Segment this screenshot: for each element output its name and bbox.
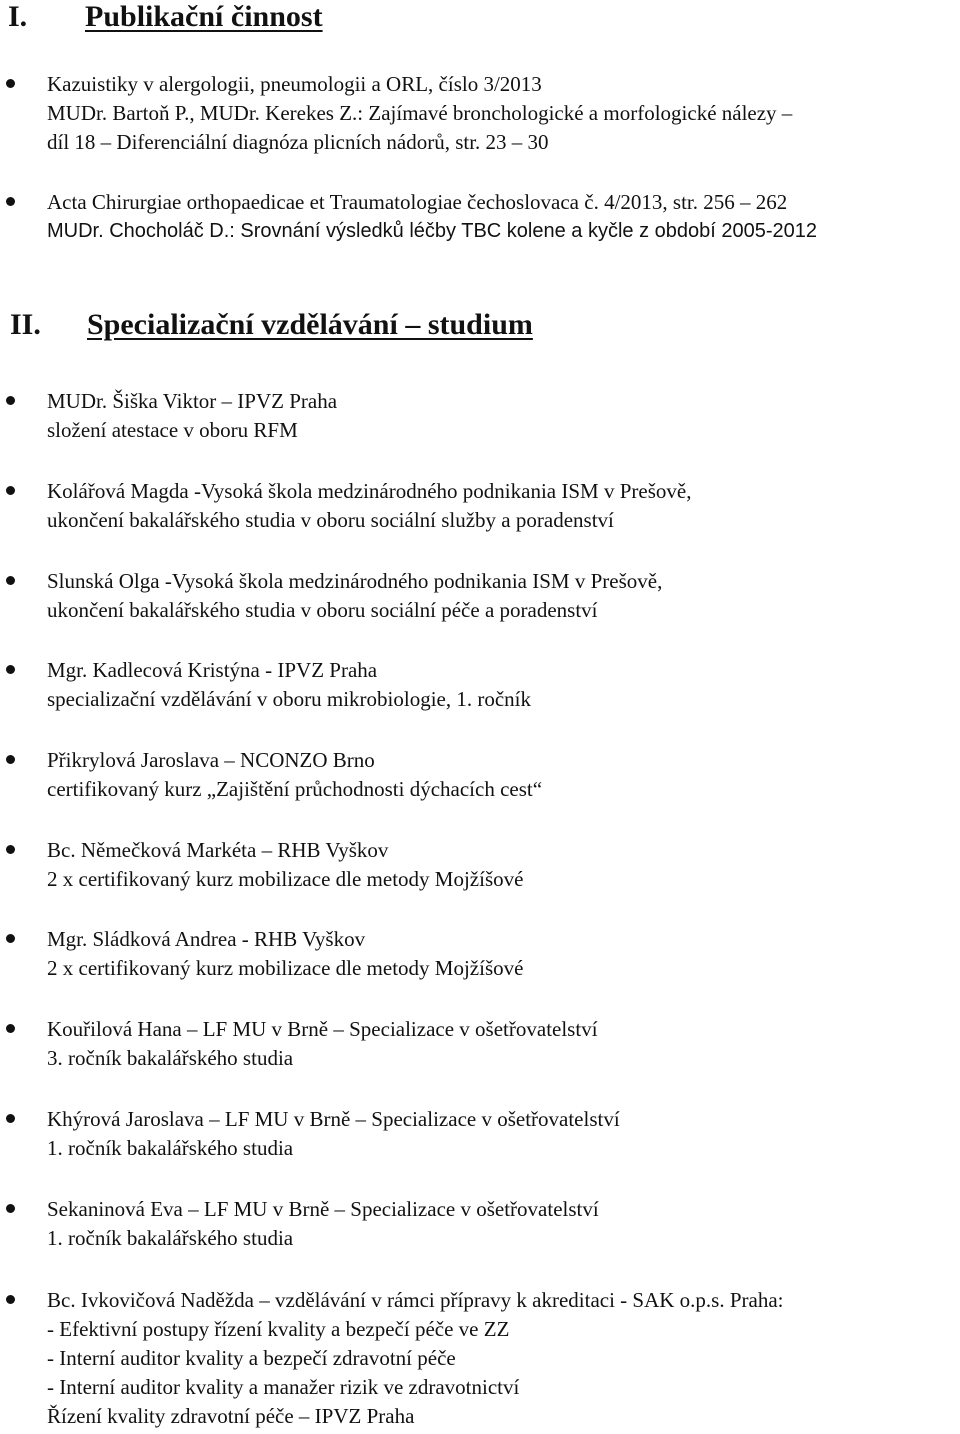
item-line: ukončení bakalářského studia v oboru sociální péče a poradenství — [47, 598, 598, 622]
bullet-icon — [6, 486, 15, 495]
item-line: - Efektivní postupy řízení kvality a bezpečí péče ve ZZ — [47, 1317, 510, 1341]
bullet-icon — [6, 79, 15, 88]
bullet-icon — [6, 396, 15, 405]
bullet-icon — [6, 934, 15, 943]
item-line: Přikrylová Jaroslava – NCONZO Brno — [47, 748, 375, 772]
item-line: Slunská Olga -Vysoká škola medzinárodného podnikania ISM v Prešově, — [47, 569, 663, 593]
section-1-heading — [8, 0, 323, 34]
item-line: 3. ročník bakalářského studia — [47, 1046, 294, 1070]
item-line: Řízení kvality zdravotní péče – IPVZ Praha — [47, 1404, 415, 1428]
bullet-icon — [6, 845, 15, 854]
bullet-icon — [6, 1024, 15, 1033]
bullet-icon — [6, 755, 15, 764]
item-line: Mgr. Kadlecová Kristýna - IPVZ Praha — [47, 658, 378, 682]
bullet-icon — [6, 576, 15, 585]
item-line: Khýrová Jaroslava – LF MU v Brně – Specializace v ošetřovatelství — [47, 1107, 620, 1131]
bullet-icon — [6, 1114, 15, 1123]
item-line: ukončení bakalářského studia v oboru sociální služby a poradenství — [47, 508, 614, 532]
item-line: Sekaninová Eva – LF MU v Brně – Specializace v ošetřovatelství — [47, 1197, 599, 1221]
section-1-title: Publikační činnost — [85, 0, 323, 33]
section-2-heading — [10, 308, 533, 342]
item-line: Bc. Němečková Markéta – RHB Vyškov — [47, 838, 389, 862]
item-line: Mgr. Sládková Andrea - RHB Vyškov — [47, 927, 366, 951]
item-line: Acta Chirurgiae orthopaedicae et Traumatologiae čechoslovaca č. 4/2013, str. 256 – 262 — [47, 190, 788, 214]
item-line: certifikovaný kurz „Zajištění průchodnosti dýchacích cest“ — [47, 777, 543, 801]
item-line: MUDr. Chocholáč D.: Srovnání výsledků léčby TBC kolene a kyčle z období 2005-2012 — [47, 220, 818, 242]
item-line: 1. ročník bakalářského studia — [47, 1226, 294, 1250]
bullet-icon — [6, 665, 15, 674]
item-line: Bc. Ivkovičová Naděžda – vzdělávání v rámci přípravy k akreditaci - SAK o.p.s. Praha: — [47, 1288, 784, 1312]
item-line: MUDr. Šiška Viktor – IPVZ Praha — [47, 389, 338, 413]
section-1-number: I. — [8, 0, 28, 33]
item-line: 2 x certifikovaný kurz mobilizace dle metody Mojžíšové — [47, 956, 524, 980]
item-line: Kolářová Magda -Vysoká škola medzinárodného podnikania ISM v Prešově, — [47, 479, 692, 503]
item-line: - Interní auditor kvality a manažer rizik ve zdravotnictví — [47, 1375, 520, 1399]
item-line: díl 18 – Diferenciální diagnóza plicních nádorů, str. 23 – 30 — [47, 130, 549, 154]
bullet-icon — [6, 1204, 15, 1213]
item-line: složení atestace v oboru RFM — [47, 418, 298, 442]
bullet-icon — [6, 1295, 15, 1304]
item-line: 2 x certifikovaný kurz mobilizace dle metody Mojžíšové — [47, 867, 524, 891]
item-line: specializační vzdělávání v oboru mikrobiologie, 1. ročník — [47, 687, 532, 711]
item-line: Kazuistiky v alergologii, pneumologii a ORL, číslo 3/2013 — [47, 72, 542, 96]
item-line: MUDr. Bartoň P., MUDr. Kerekes Z.: Zajímavé bronchologické a morfologické nálezy – — [47, 101, 793, 125]
item-line: 1. ročník bakalářského studia — [47, 1136, 294, 1160]
section-2-title: Specializační vzdělávání – studium — [87, 308, 533, 341]
bullet-icon — [6, 197, 15, 206]
section-2-number: II. — [10, 308, 41, 341]
item-line: Kouřilová Hana – LF MU v Brně – Specializace v ošetřovatelství — [47, 1017, 598, 1041]
item-line: - Interní auditor kvality a bezpečí zdravotní péče — [47, 1346, 456, 1370]
